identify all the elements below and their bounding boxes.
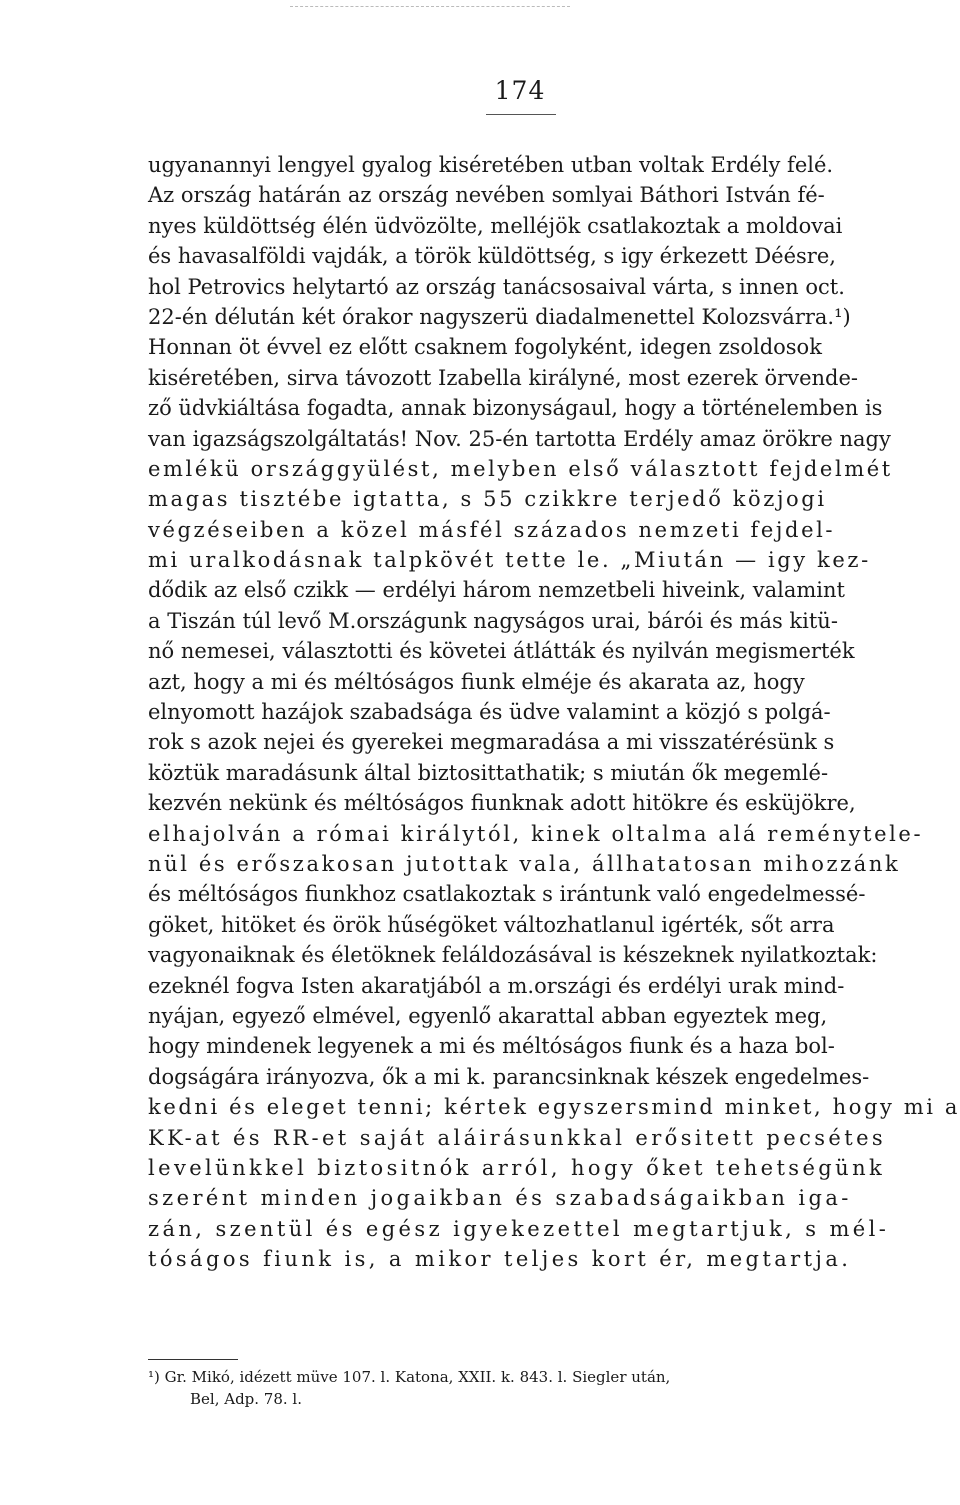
text-line: Az ország határán az ország nevében somlyai Báthori István fé- bbox=[148, 183, 825, 208]
text-line: mi uralkodásnak talpkövét tette le. „Miután — igy kez- bbox=[148, 548, 871, 573]
text-line: nő nemesei, választotti és követei átlátták és nyilván megismerték bbox=[148, 639, 855, 664]
text-line: zán, szentül és egész igyekezettel megtartjuk, s mél- bbox=[148, 1216, 890, 1241]
text-line: szerént minden jogaikban és szabadságaikban iga- bbox=[148, 1186, 852, 1211]
text-line: magas tisztébe igtatta, s 55 czikkre terjedő közjogi bbox=[148, 487, 827, 512]
text-line: hogy mindenek legyenek a mi és méltóságos fiunk és a haza bol- bbox=[148, 1034, 835, 1059]
text-line: nyes küldöttség élén üdvözölte, melléjök csatlakoztak a moldovai bbox=[148, 213, 843, 238]
text-line: dogságára irányozva, ők a mi k. parancsinknak készek engedelmes- bbox=[148, 1064, 870, 1089]
text-line: dődik az első czikk — erdélyi három nemzetbeli hiveink, valamint bbox=[148, 578, 845, 603]
footnote-line: ¹) Gr. Mikó, idézett müve 107. l. Katona, XXII. k. 843. l. Siegler után, bbox=[148, 1368, 671, 1386]
text-line: KK-at és RR-et saját aláirásunkkal erősitett pecsétes bbox=[148, 1125, 887, 1150]
text-line: köztük maradásunk által biztosittathatik; s miután ők megemlé- bbox=[148, 760, 829, 785]
text-line: kiséretében, sirva távozott Izabella királyné, most ezerek örvende- bbox=[148, 365, 859, 390]
text-line: kezvén nekünk és méltóságos fiunknak adott hitökre és esküjökre, bbox=[148, 791, 856, 816]
text-line: vagyonaiknak és életöknek feláldozásával is készeknek nyilatkoztak: bbox=[148, 943, 878, 968]
footnotes bbox=[148, 1366, 898, 1410]
text-line: tóságos fiunk is, a mikor teljes kort ér, megtartja. bbox=[148, 1247, 852, 1272]
text-line: azt, hogy a mi és méltóságos fiunk elméje és akarata az, hogy bbox=[148, 669, 805, 694]
text-line: 22-én délután két órakor nagyszerü diadalmenettel Kolozsvárra.¹) bbox=[148, 304, 851, 329]
page-number: 174 bbox=[494, 76, 546, 105]
text-line: elhajolván a római királytól, kinek oltalma alá reménytele- bbox=[148, 821, 924, 846]
text-line: ző üdvkiáltása fogadta, annak bizonyságaul, hogy a történelemben is bbox=[148, 396, 883, 421]
footnote-line: Bel, Adp. 78. l. bbox=[190, 1390, 302, 1408]
text-line: nül és erőszakosan jutottak vala, állhatatosan mihozzánk bbox=[148, 851, 901, 876]
body-text bbox=[148, 150, 960, 1274]
text-line: és havasalföldi vajdák, a török küldöttség, s igy érkezett Déésre, bbox=[148, 244, 836, 269]
text-line: Honnan öt évvel ez előtt csaknem fogolyként, idegen zsoldosok bbox=[148, 335, 822, 360]
text-line: végzéseiben a közel másfél százados nemzeti fejdel- bbox=[148, 517, 836, 542]
text-line: nyájan, egyező elmével, egyenlő akarattal abban egyeztek meg, bbox=[148, 1003, 828, 1028]
text-line: elnyomott hazájok szabadsága és üdve valamint a közjó s polgá- bbox=[148, 700, 831, 725]
text-line: ezeknél fogva Isten akaratjából a m.országi és erdélyi urak mind- bbox=[148, 973, 845, 998]
text-line: van igazságszolgáltatás! Nov. 25-én tartotta Erdély amaz örökre nagy bbox=[148, 426, 891, 451]
footnote-rule bbox=[148, 1359, 238, 1360]
text-line: göket, hitöket és örök hűségöket változhatlanul igérték, sőt arra bbox=[148, 912, 835, 937]
text-line: a Tiszán túl levő M.országunk nagyságos urai, bárói és más kitü- bbox=[148, 608, 838, 633]
text-line: és méltóságos fiunkhoz csatlakoztak s irántunk való engedelmessé- bbox=[148, 882, 866, 907]
text-line: kedni és eleget tenni; kértek egyszersmind minket, hogy mi a bbox=[148, 1095, 960, 1120]
text-line: emlékü országgyülést, melyben első választott fejdelmét bbox=[148, 456, 893, 481]
text-line: levelünkkel biztositnók arról, hogy őket tehetségünk bbox=[148, 1155, 886, 1180]
text-line: hol Petrovics helytartó az ország tanácsosaival várta, s innen oct. bbox=[148, 274, 845, 299]
page-number-rule bbox=[486, 114, 556, 115]
text-line: rok s azok nejei és gyerekei megmaradása a mi visszatérésünk s bbox=[148, 730, 835, 755]
text-line: ugyanannyi lengyel gyalog kiséretében utban voltak Erdély felé. bbox=[148, 153, 834, 177]
scan-edge-marks bbox=[290, 6, 570, 7]
